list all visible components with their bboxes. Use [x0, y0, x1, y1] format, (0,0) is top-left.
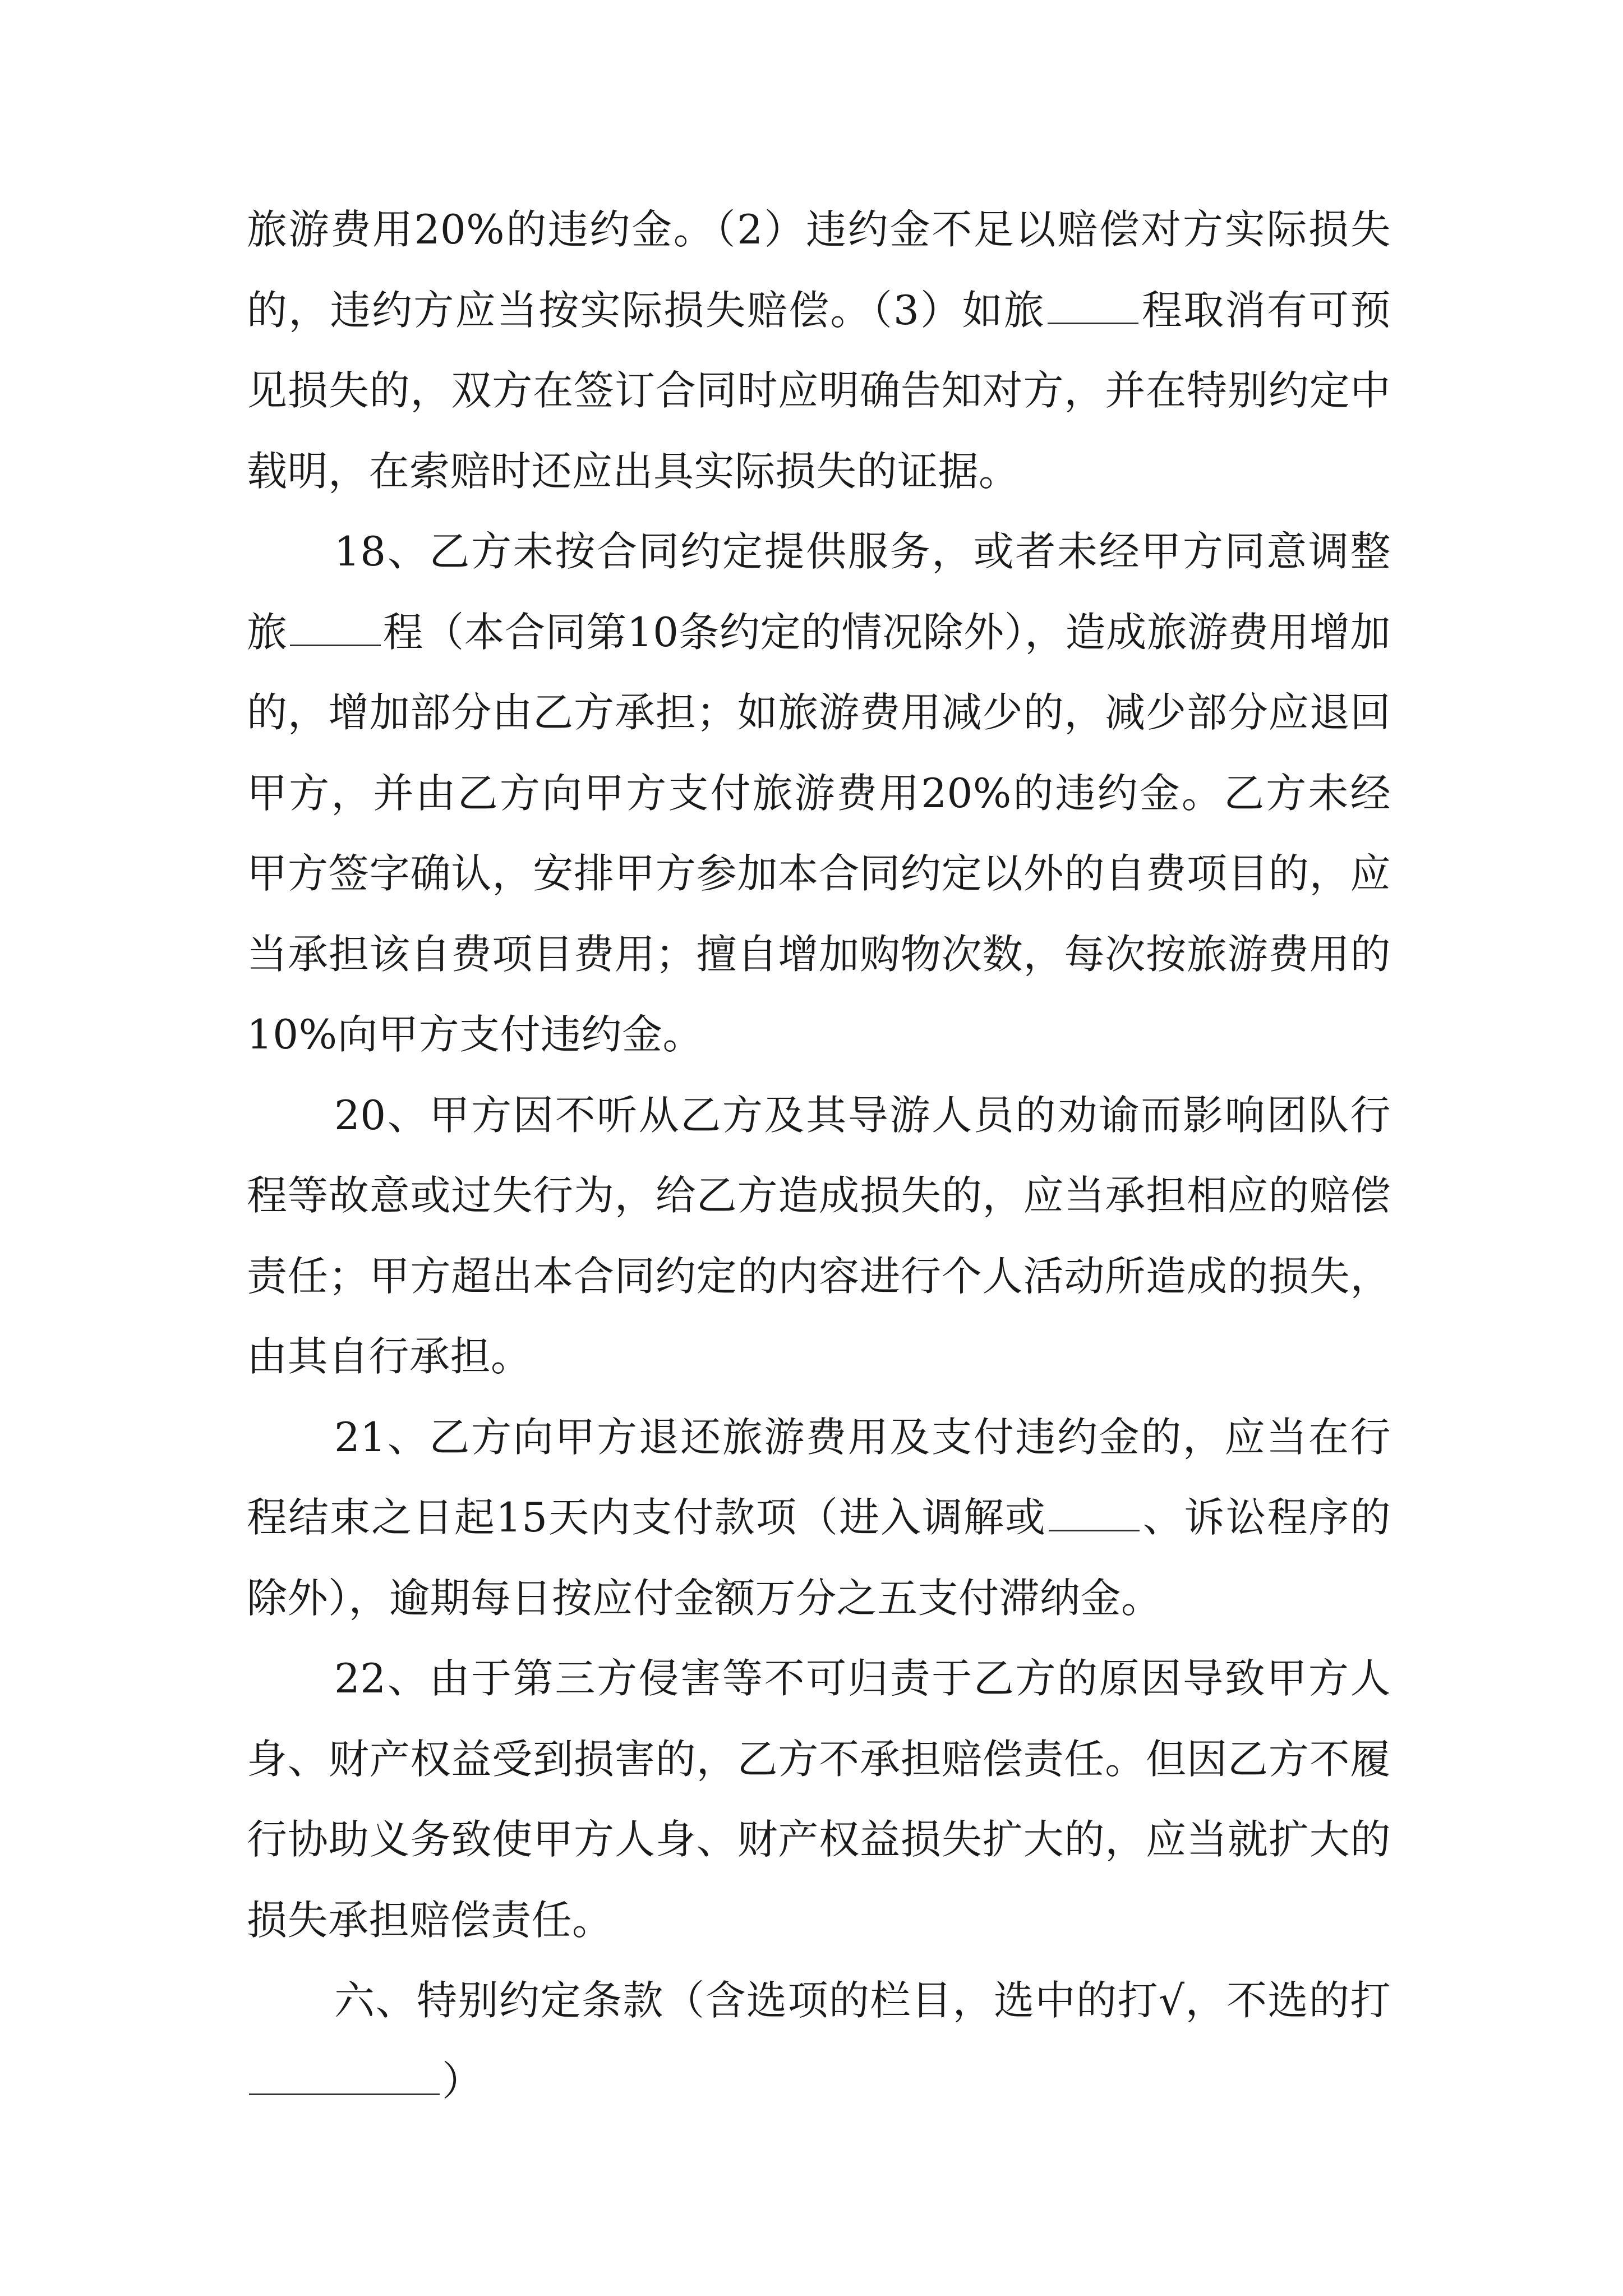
text-segment: 21、乙方向甲方退还旅游费用及支付违约金的，应当在行程结束之日起15天内支付款项（进入调解或	[247, 1413, 1391, 1541]
paragraph-clause-20	[247, 1075, 1391, 1397]
text-segment: 程取消有可预见损失的，双方在签订合同时应明确告知对方，并在特别约定中载明，在索赔时还应出具实际损失的证据。	[247, 286, 1391, 495]
contract-body	[247, 190, 1391, 2122]
paragraph-section-6-heading	[247, 1961, 1391, 2122]
text-segment: 22、由于第三方侵害等不可归责于乙方的原因导致甲方人身、财产权益受到损害的，乙方不承担赔偿责任。但因乙方不履行协助义务致使甲方人身、财产权益损失扩大的，应当就扩大的损失承担赔偿责任。	[247, 1655, 1391, 1944]
text-segment: 六、特别约定条款（含选项的栏目，选中的打√，不选的打	[334, 1977, 1391, 2024]
text-segment: ）	[442, 2057, 483, 2105]
text-segment: 、诉讼程序的除外），逾期每日按应付金额万分之五支付滞纳金。	[247, 1494, 1391, 1622]
text-segment: 20、甲方因不听从乙方及其导游人员的劝谕而影响团队行程等故意或过失行为，给乙方造成损失的，应当承担相应的赔偿责任；甲方超出本合同约定的内容进行个人活动所造成的损失，由其自行承担。	[247, 1091, 1391, 1380]
fill-in-blank	[249, 2060, 440, 2095]
fill-in-blank	[290, 611, 381, 646]
paragraph-clause-22	[247, 1639, 1391, 1961]
paragraph-clause-21	[247, 1397, 1391, 1639]
paragraph-penalty-continuation	[247, 190, 1391, 512]
text-segment: 18、乙方未按合同约定提供服务，或者未经甲方同意调整旅	[247, 528, 1391, 656]
text-segment: 旅游费用20%的违约金。（2）违约金不足以赔偿对方实际损失的，违约方应当按实际损失赔偿。（3）如旅	[247, 206, 1391, 334]
text-segment: 程（本合同第10条约定的情况除外），造成旅游费用增加的，增加部分由乙方承担；如旅游费用减少的，减少部分应退回甲方，并由乙方向甲方支付旅游费用20%的违约金。乙方未经甲方签字确认，安排甲方参加本合同约定以外的自费项目的，应当承担该自费项目费用；擅自增加购物次数，每次按旅游费用的10%向甲方支付违约金。	[247, 608, 1391, 1058]
fill-in-blank	[1048, 289, 1138, 324]
paragraph-clause-18	[247, 512, 1391, 1075]
fill-in-blank	[1049, 1496, 1140, 1531]
